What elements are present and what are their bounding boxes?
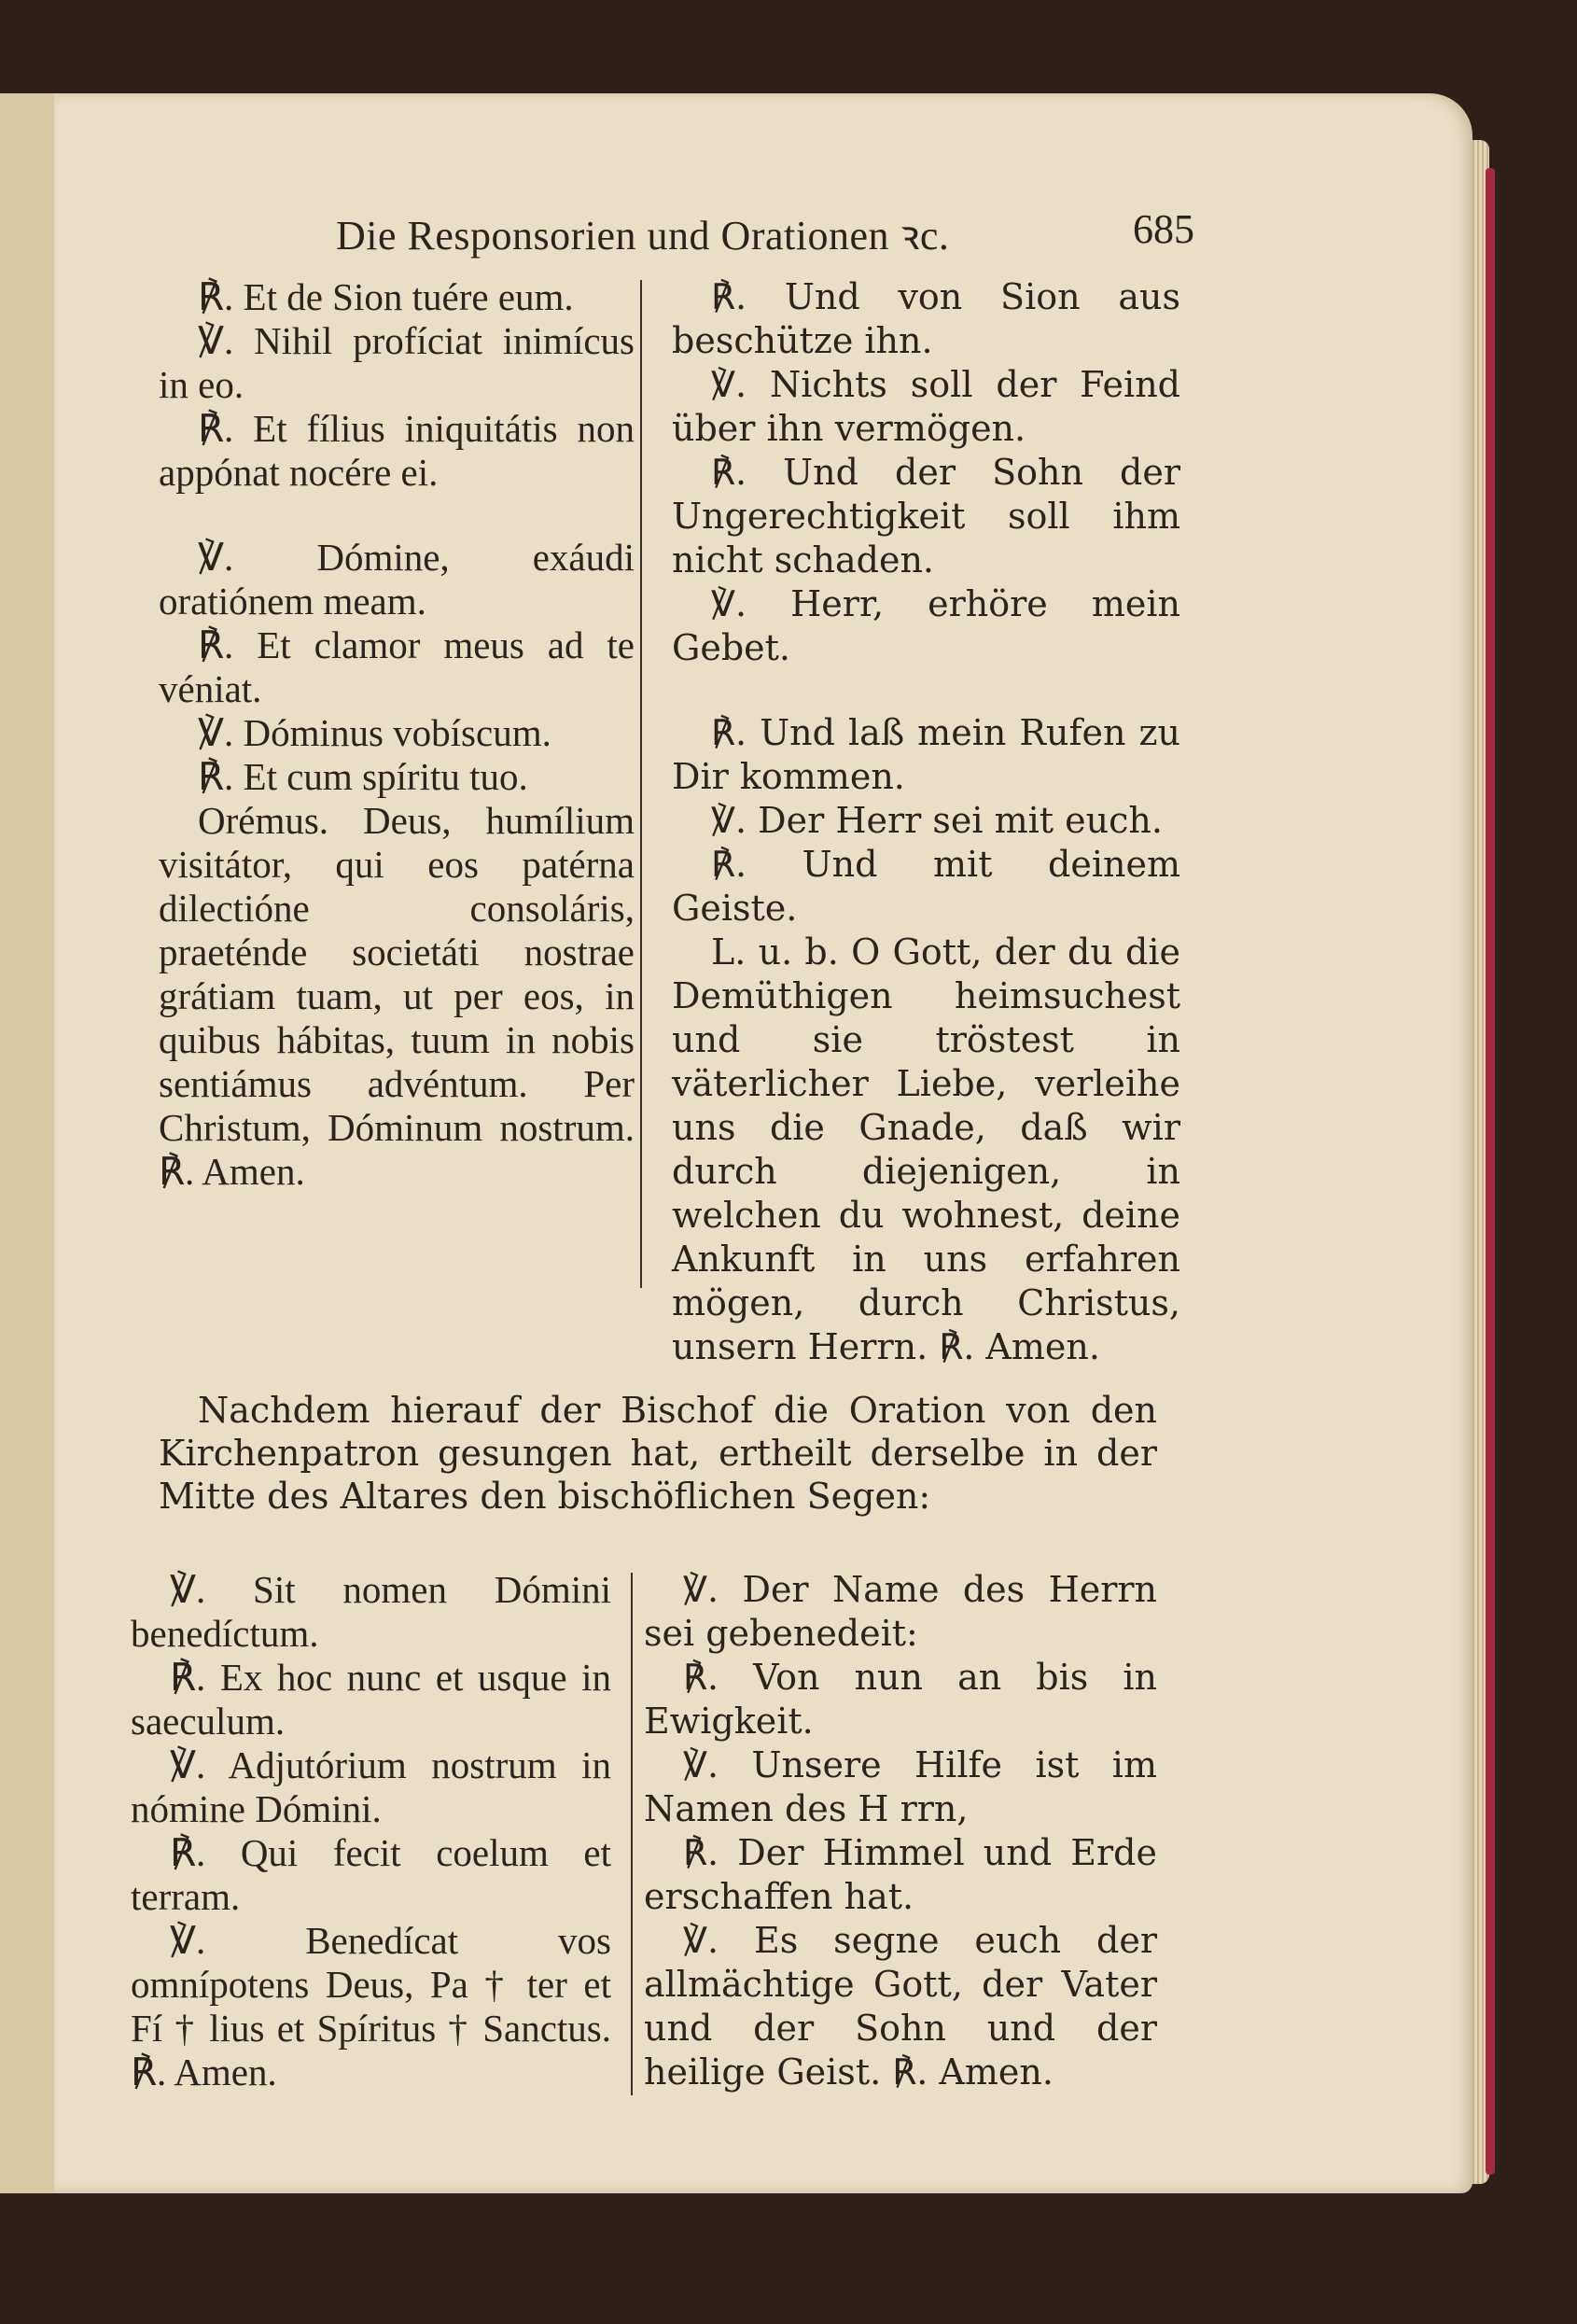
latin-line: ℣. Nihil profíciat inimícus in eo. xyxy=(159,319,635,406)
latin-line: ℟. Et de Sion tuére eum. xyxy=(198,275,574,318)
german-line: ℣. Herr, erhöre mein Gebet. xyxy=(672,583,1180,668)
column-divider xyxy=(640,280,642,1288)
latin-line: ℣. Sit nomen Dómini benedíctum. xyxy=(131,1568,611,1655)
german-line: ℟. Und mit deinem Geiste. xyxy=(672,844,1180,929)
upper-german-column xyxy=(672,275,1180,1369)
latin-line: ℟. Ex hoc nunc et usque in saeculum. xyxy=(131,1656,611,1743)
german-line: ℣. Unsere Hilfe ist im Namen des H rrn, xyxy=(644,1744,1157,1829)
latin-blessing: ℣. Benedícat vos omnípotens Deus, Pa † ter et Fí † lius et Spíritus † Sanctus. ℟. Amen. xyxy=(131,1919,611,2093)
page-header xyxy=(336,205,1194,261)
german-line: ℣. Nichts soll der Feind über ihn vermögen. xyxy=(672,364,1180,449)
latin-line: ℣. Dóminus vobíscum. xyxy=(198,711,551,754)
german-line: ℟. Und der Sohn der Ungerechtigkeit soll ihm nicht schaden. xyxy=(672,452,1180,581)
german-prayer: L. u. b. O Gott, der du die Demüthigen heimsuchest und sie tröstest in väterlicher Liebe, verleihe uns die Gnade, daß wir durch diejenigen, in welchen du wohnest, deine Ankunft in uns erfahren mögen, durch Christus, unsern Herrn. ℟. Amen. xyxy=(672,931,1180,1367)
upper-latin-column xyxy=(159,275,635,1194)
page-number: 685 xyxy=(1133,206,1194,252)
latin-line: ℟. Et fílius iniquitátis non appónat nocére ei. xyxy=(159,407,635,494)
latin-prayer: Orémus. Deus, humílium visitátor, qui eos patérna dilectióne consoláris, praeténde societáti nostrae grátiam tuam, ut per eos, in quibus hábitas, tuum in nobis sentiámus advéntum. Per Christum, Dóminum nostrum. ℟. Amen. xyxy=(159,799,635,1193)
latin-line: ℣. Adjutórium nostrum in nómine Dómini. xyxy=(131,1743,611,1830)
rubric-instruction: Nachdem hierauf der Bischof die Oration von den Kirchenpatron gesungen hat, ertheilt derselbe in der Mitte des Altares den bischöflichen Segen: xyxy=(159,1390,1157,1517)
german-line: ℣. Der Name des Herrn sei gebenedeit: xyxy=(644,1569,1157,1654)
latin-line: ℟. Et cum spíritu tuo. xyxy=(198,755,528,798)
german-line: ℟. Und laß mein Rufen zu Dir kommen. xyxy=(672,712,1180,797)
lower-latin-column xyxy=(131,1568,611,2094)
facing-page-edge xyxy=(0,93,56,2193)
column-divider xyxy=(631,1573,633,2095)
german-line: ℟. Und von Sion aus beschütze ihn. xyxy=(672,276,1180,361)
german-line: ℣. Der Herr sei mit euch. xyxy=(711,800,1163,841)
latin-line: ℟. Et clamor meus ad te véniat. xyxy=(159,623,635,710)
latin-line: ℟. Qui fecit coelum et terram. xyxy=(131,1831,611,1918)
german-blessing: ℣. Es segne euch der allmächtige Gott, der Vater und der Sohn und der heilige Geist. ℟. Amen. xyxy=(644,1920,1157,2093)
latin-line: ℣. Dómine, exáudi oratiónem meam. xyxy=(159,536,635,623)
red-page-edge xyxy=(1486,168,1495,2175)
running-title: Die Responsorien und Orationen ꝛc. xyxy=(336,213,950,259)
german-line: ℟. Der Himmel und Erde erschaffen hat. xyxy=(644,1832,1157,1917)
lower-german-column xyxy=(644,1568,1157,2094)
german-line: ℟. Von nun an bis in Ewigkeit. xyxy=(644,1657,1157,1742)
